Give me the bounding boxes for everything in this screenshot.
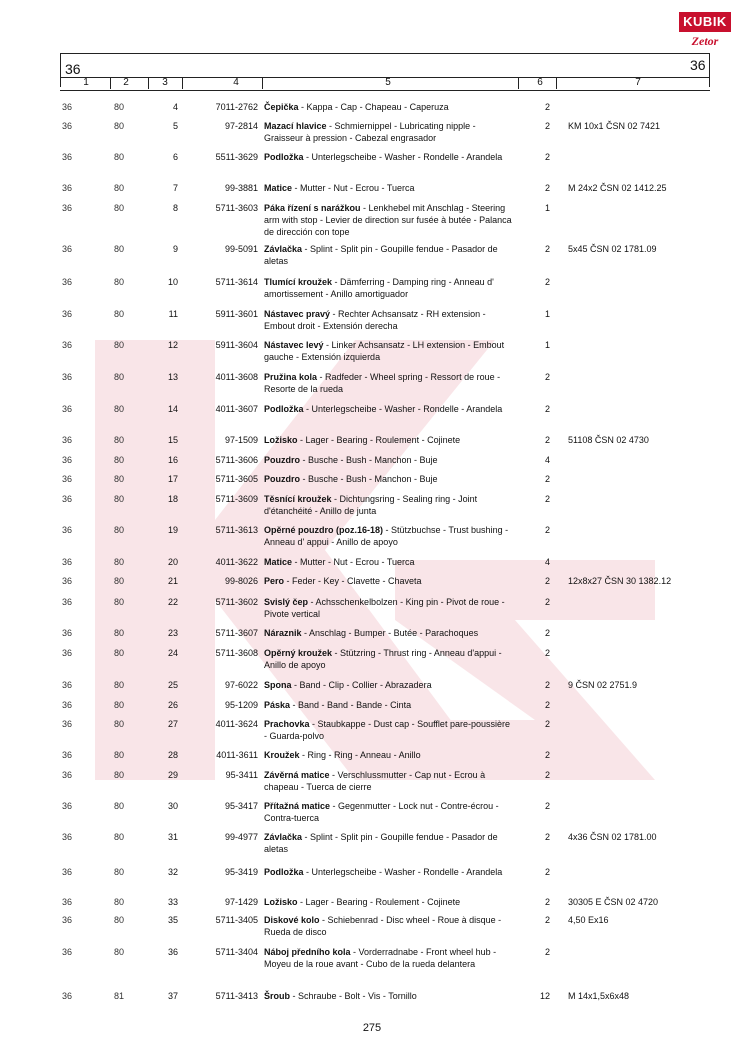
group-cell: 36 xyxy=(62,897,73,907)
subgroup-cell: 80 xyxy=(113,525,124,535)
description-cell xyxy=(264,403,514,415)
subgroup-cell: 80 xyxy=(113,183,124,193)
part-translations: - Lenkhebel mit Anschlag - Steering arm with stop - Levier de direction sur fusée à butée - Palanca de dirección con tope xyxy=(264,203,512,237)
subgroup-cell: 80 xyxy=(113,576,124,586)
position-cell: 8 xyxy=(172,203,178,213)
part-number-cell: 5711-3613 xyxy=(215,525,258,535)
description-cell xyxy=(264,276,514,300)
description-cell xyxy=(264,151,514,163)
standard-note-cell: M 24x2 ČSN 02 1412.25 xyxy=(568,183,667,193)
subgroup-cell: 80 xyxy=(113,597,124,607)
subgroup-cell: 80 xyxy=(113,203,124,213)
description-cell xyxy=(264,946,514,970)
part-number-cell: 99-4977 xyxy=(224,832,258,842)
part-name: Matice xyxy=(264,183,293,193)
standard-note-cell: 4x36 ČSN 02 1781.00 xyxy=(568,832,657,842)
quantity-cell: 4 xyxy=(544,557,550,567)
position-cell: 10 xyxy=(167,277,178,287)
part-name: Šroub xyxy=(264,991,290,1001)
part-translations: - Busche - Bush - Manchon - Buje xyxy=(300,474,438,484)
description-cell xyxy=(264,120,514,144)
part-name: Podložka xyxy=(264,404,304,414)
quantity-cell: 2 xyxy=(544,700,550,710)
position-cell: 31 xyxy=(167,832,178,842)
position-cell: 30 xyxy=(167,801,178,811)
group-cell: 36 xyxy=(62,277,73,287)
part-name: Závěrná matice xyxy=(264,770,330,780)
group-cell: 36 xyxy=(62,183,73,193)
quantity-cell: 1 xyxy=(544,203,550,213)
group-cell: 36 xyxy=(62,309,73,319)
subgroup-cell: 80 xyxy=(113,719,124,729)
quantity-cell: 2 xyxy=(544,404,550,414)
position-cell: 33 xyxy=(167,897,178,907)
description-cell xyxy=(264,831,514,855)
group-cell: 36 xyxy=(62,244,73,254)
description-cell xyxy=(264,749,514,761)
column-header-7: 7 xyxy=(635,77,641,88)
quantity-cell: 2 xyxy=(544,750,550,760)
part-name: Opěrné pouzdro (poz.16-18) xyxy=(264,525,384,535)
group-cell: 36 xyxy=(62,991,73,1001)
description-cell xyxy=(264,202,514,238)
column-header-3: 3 xyxy=(162,77,168,88)
part-name: Mazací hlavice xyxy=(264,121,327,131)
description-cell xyxy=(264,914,514,938)
part-translations: - Schiebenrad - Disc wheel - Roue à disque - Rueda de disco xyxy=(264,915,502,937)
group-cell: 36 xyxy=(62,832,73,842)
quantity-cell: 2 xyxy=(544,525,550,535)
description-cell xyxy=(264,473,514,485)
part-translations: - Anschlag - Bumper - Butée - Parachoques xyxy=(301,628,479,638)
part-name: Náraznik xyxy=(264,628,302,638)
part-number-cell: 95-3411 xyxy=(225,770,258,780)
part-number-cell: 95-3419 xyxy=(224,867,258,877)
subgroup-cell: 80 xyxy=(113,404,124,414)
description-cell xyxy=(264,575,514,587)
part-name: Diskové kolo xyxy=(264,915,320,925)
quantity-cell: 2 xyxy=(544,915,550,925)
quantity-cell: 2 xyxy=(544,897,550,907)
description-cell xyxy=(264,493,514,517)
group-cell: 36 xyxy=(62,801,73,811)
description-cell xyxy=(264,339,514,363)
position-cell: 7 xyxy=(172,183,178,193)
part-translations: - Busche - Bush - Manchon - Buje xyxy=(300,455,438,465)
group-cell: 36 xyxy=(62,628,73,638)
part-name: Přítažná matice xyxy=(264,801,331,811)
group-cell: 36 xyxy=(62,494,73,504)
subgroup-cell: 80 xyxy=(113,700,124,710)
group-cell: 36 xyxy=(62,404,73,414)
position-cell: 12 xyxy=(167,340,178,350)
column-divider xyxy=(262,77,263,89)
subgroup-cell: 81 xyxy=(113,991,124,1001)
part-translations: - Gegenmutter - Lock nut - Contre-écrou - Contra-tuerca xyxy=(264,801,499,823)
part-name: Svislý čep xyxy=(264,597,309,607)
part-translations: - Achsschenkelbolzen - King pin - Pivot de roue - Pivote vertical xyxy=(264,597,505,619)
part-name: Opěrný kroužek xyxy=(264,648,333,658)
subgroup-cell: 80 xyxy=(113,474,124,484)
part-translations: - Mutter - Nut - Ecrou - Tuerca xyxy=(292,183,415,193)
part-name: Podložka xyxy=(264,152,304,162)
position-cell: 27 xyxy=(167,719,178,729)
subgroup-cell: 80 xyxy=(113,152,124,162)
description-cell xyxy=(264,101,514,113)
part-name: Matice xyxy=(264,557,293,567)
part-name: Čepička xyxy=(264,102,299,112)
part-name: Páka řízení s narážkou xyxy=(264,203,361,213)
part-translations: - Schmiernippel - Lubricating nipple - Graisseur à pression - Cabezal engrasador xyxy=(264,121,476,143)
position-cell: 11 xyxy=(168,309,178,319)
column-divider xyxy=(110,77,111,89)
position-cell: 20 xyxy=(167,557,178,567)
quantity-cell: 2 xyxy=(544,372,550,382)
subgroup-cell: 80 xyxy=(113,947,124,957)
part-number-cell: 4011-3607 xyxy=(215,404,258,414)
subgroup-cell: 80 xyxy=(113,832,124,842)
part-number-cell: 4011-3608 xyxy=(215,372,258,382)
subgroup-cell: 80 xyxy=(113,750,124,760)
part-number-cell: 4011-3624 xyxy=(215,719,258,729)
part-number-cell: 5711-3614 xyxy=(215,277,258,287)
part-translations: - Band - Clip - Collier - Abrazadera xyxy=(291,680,432,690)
group-cell: 36 xyxy=(62,915,73,925)
column-header-6: 6 xyxy=(537,77,543,88)
position-cell: 4 xyxy=(172,102,178,112)
part-translations: - Splint - Split pin - Goupille fendue - Pasador de aletas xyxy=(264,244,498,266)
part-name: Ložisko xyxy=(264,435,298,445)
description-cell xyxy=(264,454,514,466)
part-name: Závlačka xyxy=(264,244,303,254)
group-cell: 36 xyxy=(62,557,73,567)
description-cell xyxy=(264,371,514,395)
part-name: Tlumící kroužek xyxy=(264,277,333,287)
group-cell: 36 xyxy=(62,474,73,484)
section-number-right: 36 xyxy=(690,57,706,73)
group-cell: 36 xyxy=(62,152,73,162)
part-name: Nástavec levý xyxy=(264,340,324,350)
quantity-cell: 12 xyxy=(539,991,550,1001)
group-cell: 36 xyxy=(62,576,73,586)
subgroup-cell: 80 xyxy=(113,897,124,907)
part-number-cell: 7011-2762 xyxy=(215,102,258,112)
part-name: Páska xyxy=(264,700,291,710)
subgroup-cell: 80 xyxy=(113,770,124,780)
part-name: Těsnící kroužek xyxy=(264,494,332,504)
position-cell: 5 xyxy=(172,121,178,131)
part-number-cell: 5711-3609 xyxy=(215,494,258,504)
description-cell xyxy=(264,866,514,878)
subgroup-cell: 80 xyxy=(113,309,124,319)
description-cell xyxy=(264,990,514,1002)
description-cell xyxy=(264,556,514,568)
part-translations: - Rechter Achsansatz - RH extension -Embout droit - Extensión derecha xyxy=(264,309,486,331)
quantity-cell: 2 xyxy=(544,947,550,957)
part-number-cell: 99-3881 xyxy=(224,183,258,193)
part-number-cell: 5711-3602 xyxy=(215,597,258,607)
subgroup-cell: 80 xyxy=(113,867,124,877)
quantity-cell: 2 xyxy=(544,576,550,586)
part-translations: - Dämferring - Damping ring - Anneau d' amortissement - Anillo amortiguador xyxy=(264,277,494,299)
part-name: Spona xyxy=(264,680,292,690)
part-translations: - Splint - Split pin - Goupille fendue - Pasador de aletas xyxy=(264,832,498,854)
column-header-4: 4 xyxy=(233,77,239,88)
quantity-cell: 2 xyxy=(544,597,550,607)
quantity-cell: 2 xyxy=(544,474,550,484)
subgroup-cell: 80 xyxy=(113,244,124,254)
description-cell xyxy=(264,627,514,639)
subgroup-cell: 80 xyxy=(113,102,124,112)
part-number-cell: 99-8026 xyxy=(224,576,258,586)
subgroup-cell: 80 xyxy=(113,121,124,131)
part-translations: - Radfeder - Wheel spring - Ressort de roue - Resorte de la rueda xyxy=(264,372,501,394)
part-translations: - Verschlussmutter - Cap nut - Ecrou à chapeau - Tuerca de cierre xyxy=(264,770,486,792)
part-translations: - Unterlegscheibe - Washer - Rondelle - Arandela xyxy=(303,152,503,162)
column-header-1: 1 xyxy=(83,77,89,88)
part-number-cell: 5911-3604 xyxy=(215,340,258,350)
subgroup-cell: 80 xyxy=(113,435,124,445)
description-cell xyxy=(264,718,514,742)
position-cell: 17 xyxy=(167,474,178,484)
subgroup-cell: 80 xyxy=(113,372,124,382)
description-cell xyxy=(264,679,514,691)
group-cell: 36 xyxy=(62,340,73,350)
group-cell: 36 xyxy=(62,455,73,465)
standard-note-cell: M 14x1,5x6x48 xyxy=(568,991,630,1001)
position-cell: 23 xyxy=(167,628,178,638)
subgroup-cell: 80 xyxy=(113,557,124,567)
quantity-cell: 2 xyxy=(544,719,550,729)
logo-zetor-text: Zetor xyxy=(691,34,719,48)
kubik-zetor-logo xyxy=(679,12,731,58)
part-number-cell: 5911-3601 xyxy=(215,309,258,319)
subgroup-cell: 80 xyxy=(113,801,124,811)
standard-note-cell: 9 ČSN 02 2751.9 xyxy=(568,680,638,690)
subgroup-cell: 80 xyxy=(113,680,124,690)
description-cell xyxy=(264,434,514,446)
subgroup-cell: 80 xyxy=(113,340,124,350)
quantity-cell: 2 xyxy=(544,152,550,162)
group-cell: 36 xyxy=(62,525,73,535)
standard-note-cell: 4,50 Ex16 xyxy=(568,915,609,925)
quantity-cell: 2 xyxy=(544,183,550,193)
quantity-cell: 2 xyxy=(544,628,550,638)
part-translations: - Lager - Bearing - Roulement - Cojinete xyxy=(297,435,461,445)
subgroup-cell: 80 xyxy=(113,455,124,465)
part-number-cell: 99-5091 xyxy=(224,244,258,254)
part-number-cell: 5711-3608 xyxy=(215,648,258,658)
position-cell: 32 xyxy=(167,867,178,877)
group-cell: 36 xyxy=(62,680,73,690)
part-number-cell: 5711-3405 xyxy=(215,915,258,925)
quantity-cell: 2 xyxy=(544,121,550,131)
logo-kubik-text: KUBIK xyxy=(679,12,731,32)
position-cell: 26 xyxy=(167,700,178,710)
part-number-cell: 97-6022 xyxy=(224,680,258,690)
quantity-cell: 1 xyxy=(544,309,550,319)
part-name: Pouzdro xyxy=(264,474,300,484)
description-cell xyxy=(264,699,514,711)
part-translations: - Unterlegscheibe - Washer - Rondelle - Arandela xyxy=(303,404,503,414)
subgroup-cell: 80 xyxy=(113,628,124,638)
part-number-cell: 5711-3603 xyxy=(215,203,258,213)
part-translations: - Staubkappe - Dust cap - Soufflet pare-poussière - Guarda-polvo xyxy=(264,719,510,741)
group-cell: 36 xyxy=(62,867,73,877)
part-translations: - Mutter - Nut - Ecrou - Tuerca xyxy=(292,557,415,567)
part-translations: - Lager - Bearing - Roulement - Cojinete xyxy=(297,897,461,907)
part-number-cell: 97-1509 xyxy=(224,435,258,445)
part-name: Pružina kola xyxy=(264,372,318,382)
part-number-cell: 97-1429 xyxy=(224,897,258,907)
position-cell: 18 xyxy=(167,494,178,504)
part-translations: - Vorderradnabe - Front wheel hub - Moyeu de la roue avant - Cubo de la rueda delantera xyxy=(264,947,497,969)
subgroup-cell: 80 xyxy=(113,915,124,925)
group-cell: 36 xyxy=(62,372,73,382)
description-cell xyxy=(264,647,514,671)
group-cell: 36 xyxy=(62,435,73,445)
description-cell xyxy=(264,896,514,908)
group-cell: 36 xyxy=(62,121,73,131)
group-cell: 36 xyxy=(62,770,73,780)
quantity-cell: 2 xyxy=(544,277,550,287)
subgroup-cell: 80 xyxy=(113,648,124,658)
part-number-cell: 5711-3607 xyxy=(215,628,258,638)
column-divider xyxy=(518,77,519,89)
part-translations: - Unterlegscheibe - Washer - Rondelle - Arandela xyxy=(303,867,503,877)
group-cell: 36 xyxy=(62,102,73,112)
description-cell xyxy=(264,596,514,620)
quantity-cell: 2 xyxy=(544,680,550,690)
standard-note-cell: 51108 ČSN 02 4730 xyxy=(568,435,649,445)
description-cell xyxy=(264,243,514,267)
position-cell: 15 xyxy=(167,435,178,445)
part-translations: - Kappa - Cap - Chapeau - Caperuza xyxy=(298,102,449,112)
part-number-cell: 5511-3629 xyxy=(215,152,258,162)
part-name: Kroužek xyxy=(264,750,300,760)
column-divider xyxy=(556,77,557,89)
standard-note-cell: 30305 E ČSN 02 4720 xyxy=(568,897,659,907)
part-translations: - Stützbuchse - Trust bushing - Anneau d' appui - Anillo de apoyo xyxy=(264,525,509,547)
standard-note-cell: 12x8x27 ČSN 30 1382.12 xyxy=(568,576,672,586)
position-cell: 16 xyxy=(167,455,178,465)
quantity-cell: 2 xyxy=(544,770,550,780)
position-cell: 28 xyxy=(167,750,178,760)
description-cell xyxy=(264,182,514,194)
part-translations: - Ring - Ring - Anneau - Anillo xyxy=(299,750,421,760)
part-number-cell: 4011-3611 xyxy=(216,750,258,760)
part-name: Pero xyxy=(264,576,285,586)
quantity-cell: 2 xyxy=(544,102,550,112)
quantity-cell: 2 xyxy=(544,494,550,504)
position-cell: 29 xyxy=(167,770,178,780)
description-cell xyxy=(264,308,514,332)
group-cell: 36 xyxy=(62,700,73,710)
part-number-cell: 95-3417 xyxy=(224,801,258,811)
part-translations: - Feder - Key - Clavette - Chaveta xyxy=(284,576,422,586)
part-number-cell: 95-1209 xyxy=(224,700,258,710)
page-number: 275 xyxy=(362,1022,382,1034)
group-cell: 36 xyxy=(62,947,73,957)
part-name: Pouzdro xyxy=(264,455,300,465)
part-name: Nástavec pravý xyxy=(264,309,331,319)
position-cell: 24 xyxy=(167,648,178,658)
part-translations: - Dichtungsring - Sealing ring - Joint d'étanchéité - Anillo de junta xyxy=(264,494,478,516)
position-cell: 6 xyxy=(172,152,178,162)
quantity-cell: 2 xyxy=(544,244,550,254)
column-header-2: 2 xyxy=(123,77,129,88)
part-name: Závlačka xyxy=(264,832,303,842)
position-cell: 19 xyxy=(167,525,178,535)
position-cell: 35 xyxy=(167,915,178,925)
standard-note-cell: KM 10x1 ČSN 02 7421 xyxy=(568,121,661,131)
subgroup-cell: 80 xyxy=(113,494,124,504)
part-number-cell: 4011-3622 xyxy=(215,557,258,567)
position-cell: 22 xyxy=(167,597,178,607)
quantity-cell: 2 xyxy=(544,832,550,842)
part-name: Podložka xyxy=(264,867,304,877)
group-cell: 36 xyxy=(62,597,73,607)
part-number-cell: 97-2814 xyxy=(224,121,258,131)
part-name: Náboj předního kola xyxy=(264,947,351,957)
quantity-cell: 2 xyxy=(544,867,550,877)
group-cell: 36 xyxy=(62,750,73,760)
group-cell: 36 xyxy=(62,648,73,658)
part-translations: - Linker Achsansatz - LH extension - Embout gauche - Extensión izquierda xyxy=(264,340,505,362)
description-cell xyxy=(264,769,514,793)
column-divider xyxy=(182,77,183,89)
column-header-5: 5 xyxy=(385,77,391,88)
group-cell: 36 xyxy=(62,719,73,729)
part-translations: - Stützring - Thrust ring - Anneau d'appui - Anillo de apoyo xyxy=(264,648,502,670)
section-number-left: 36 xyxy=(65,61,81,77)
description-cell xyxy=(264,800,514,824)
column-divider xyxy=(148,77,149,89)
position-cell: 14 xyxy=(167,404,178,414)
quantity-cell: 2 xyxy=(544,435,550,445)
part-name: Prachovka xyxy=(264,719,310,729)
part-name: Ložisko xyxy=(264,897,298,907)
quantity-cell: 1 xyxy=(544,340,550,350)
part-number-cell: 5711-3413 xyxy=(215,991,258,1001)
position-cell: 36 xyxy=(167,947,178,957)
position-cell: 37 xyxy=(167,991,178,1001)
quantity-cell: 4 xyxy=(544,455,550,465)
quantity-cell: 2 xyxy=(544,801,550,811)
description-cell xyxy=(264,524,514,548)
part-number-cell: 5711-3605 xyxy=(215,474,258,484)
part-number-cell: 5711-3606 xyxy=(215,455,258,465)
subgroup-cell: 80 xyxy=(113,277,124,287)
part-translations: - Band - Band - Bande - Cinta xyxy=(290,700,412,710)
part-number-cell: 5711-3404 xyxy=(215,947,258,957)
quantity-cell: 2 xyxy=(544,648,550,658)
position-cell: 21 xyxy=(167,576,178,586)
group-cell: 36 xyxy=(62,203,73,213)
column-header-row xyxy=(60,77,710,91)
position-cell: 9 xyxy=(172,244,178,254)
position-cell: 25 xyxy=(167,680,178,690)
standard-note-cell: 5x45 ČSN 02 1781.09 xyxy=(568,244,657,254)
part-translations: - Schraube - Bolt - Vis - Tornillo xyxy=(290,991,417,1001)
position-cell: 13 xyxy=(167,372,178,382)
